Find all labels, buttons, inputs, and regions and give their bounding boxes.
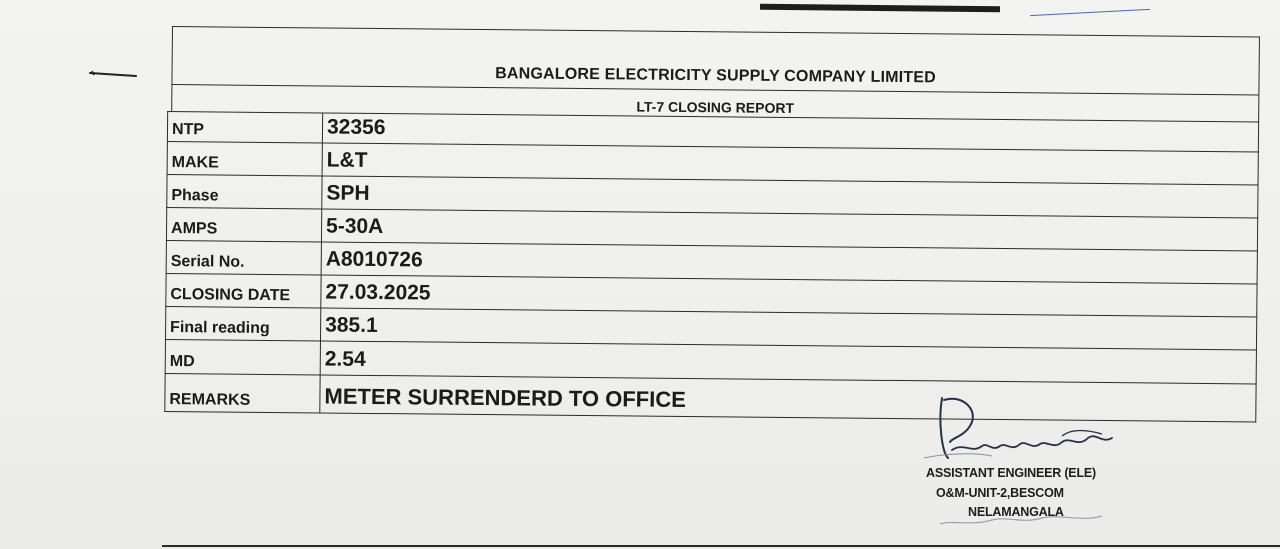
- report-fields-table: [164, 111, 1259, 422]
- report-title: LT-7 CLOSING REPORT: [636, 98, 795, 117]
- stamp-line-location: NELAMANGALA: [968, 505, 1064, 519]
- report-header: [171, 26, 1260, 121]
- field-value: 2.54: [320, 341, 1256, 384]
- field-label: NTP: [167, 112, 322, 143]
- field-value: 385.1: [320, 308, 1256, 350]
- stamp-line-unit: O&M-UNIT-2,BESCOM: [936, 486, 1064, 500]
- scan-edge-mark: [760, 4, 1000, 13]
- punch-hole-mark: [88, 70, 138, 78]
- field-value: A8010726: [321, 242, 1257, 284]
- closing-report: [164, 26, 1260, 422]
- field-value: L&T: [322, 143, 1258, 185]
- field-label: MD: [165, 339, 320, 374]
- field-value: SPH: [322, 176, 1258, 218]
- field-label: REMARKS: [165, 373, 320, 412]
- field-label: Serial No.: [166, 240, 321, 274]
- field-label: MAKE: [167, 141, 322, 175]
- field-label: CLOSING DATE: [166, 273, 321, 307]
- scan-edge-line: [1030, 9, 1150, 16]
- field-value: 32356: [322, 113, 1258, 152]
- company-name: BANGALORE ELECTRICITY SUPPLY COMPANY LIMITED: [172, 27, 1259, 95]
- next-table-border: [162, 545, 1280, 547]
- field-label: Phase: [167, 174, 322, 208]
- field-value: METER SURRENDERD TO OFFICE: [320, 375, 1256, 422]
- signature-stamp-block: [912, 392, 1172, 542]
- field-label: Final reading: [165, 306, 320, 340]
- field-label: AMPS: [166, 207, 321, 241]
- stamp-line-designation: ASSISTANT ENGINEER (ELE): [926, 466, 1096, 480]
- field-value: 5-30A: [321, 209, 1257, 251]
- field-value: 27.03.2025: [321, 275, 1257, 317]
